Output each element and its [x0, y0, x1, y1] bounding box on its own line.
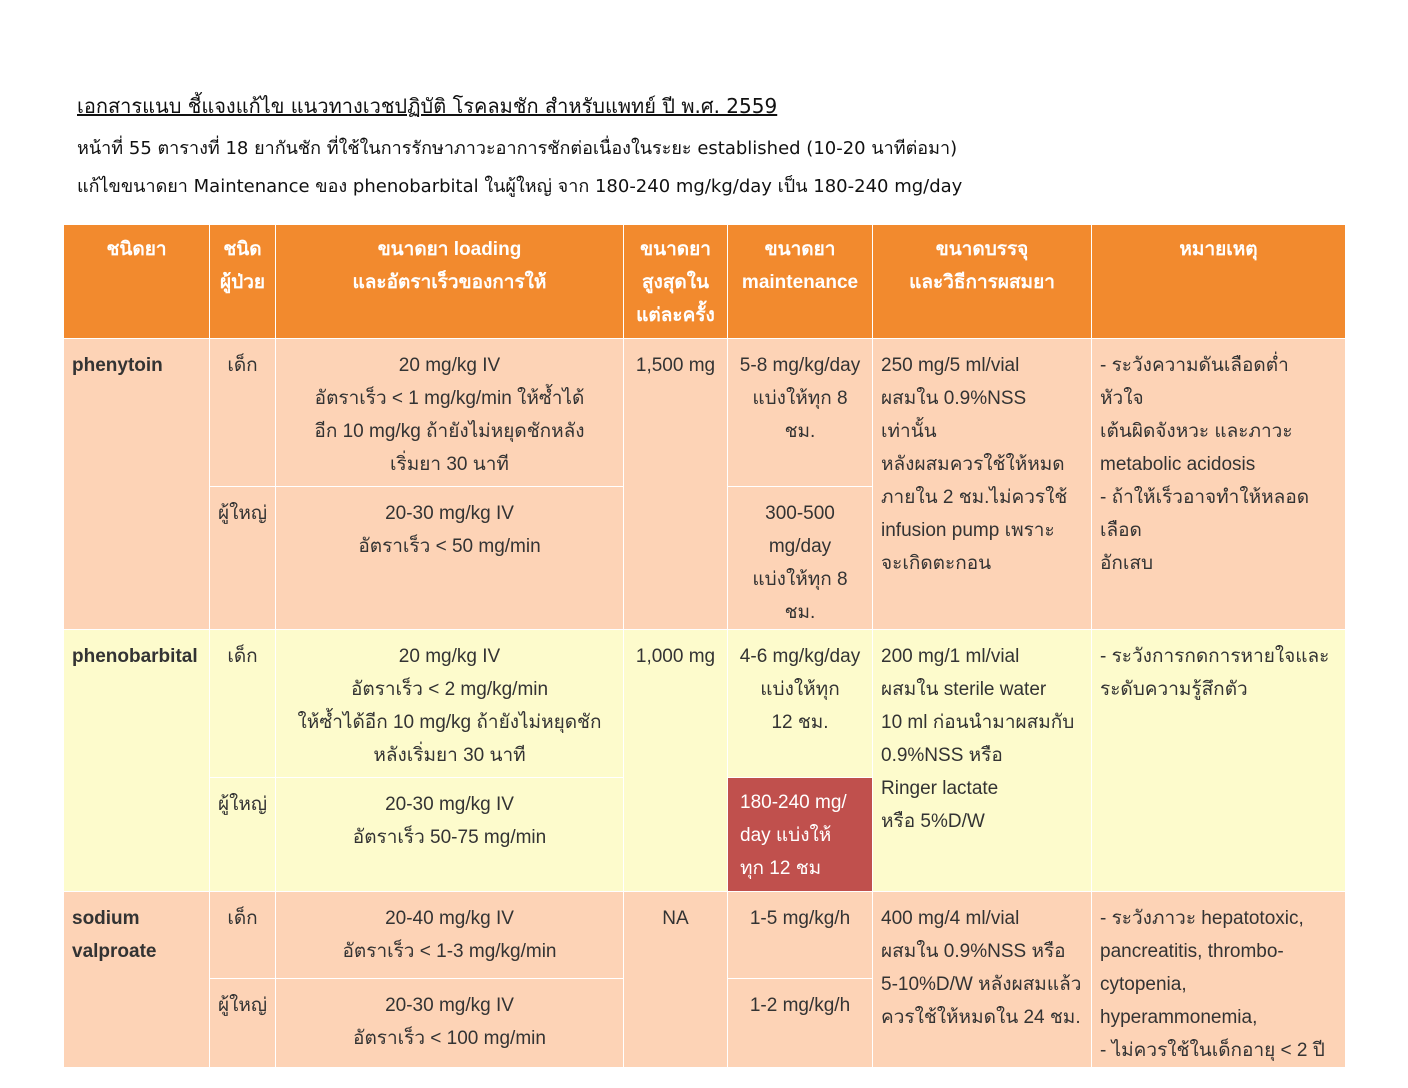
max-dose: 1,000 mg: [624, 630, 728, 892]
table-row: [64, 892, 1346, 979]
maintenance-dose: 1-5 mg/kg/h: [728, 892, 873, 979]
loading-dose: 20 mg/kg IV อัตราเร็ว < 2 mg/kg/min ให้ซ้ำได้อีก 10 mg/kg ถ้ายังไม่หยุดชัก หลังเริ่มยา 30 นาที: [276, 630, 624, 778]
patient-type: เด็ก: [210, 339, 276, 487]
document-correction: แก้ไขขนาดยา Maintenance ของ phenobarbital ในผู้ใหญ่ จาก 180-240 mg/kg/day เป็น 180-240 mg/day: [77, 176, 963, 197]
patient-type: ผู้ใหญ่: [210, 487, 276, 630]
col-header-notes: หมายเหตุ: [1092, 225, 1346, 339]
col-header-max-dose: ขนาดยา สูงสุดใน แต่ละครั้ง: [624, 225, 728, 339]
document-title: เอกสารแนบ ชี้แจงแก้ไข แนวทางเวชปฏิบัติ โรคลมชัก สำหรับแพทย์ ปี พ.ศ. 2559: [77, 94, 778, 118]
col-header-drug: ชนิดยา: [64, 225, 210, 339]
col-header-loading: ขนาดยา loading และอัตราเร็วของการให้: [276, 225, 624, 339]
drug-name: sodium valproate: [64, 892, 210, 1068]
notes: - ระวังความดันเลือดต่ำ หัวใจ เต้นผิดจังหวะ และภาวะ metabolic acidosis - ถ้าให้เร็วอาจทำให้หลอดเลือด อักเสบ: [1092, 339, 1346, 630]
patient-type: ผู้ใหญ่: [210, 979, 276, 1068]
document-reference: หน้าที่ 55 ตารางที่ 18 ยากันชัก ที่ใช้ในการรักษาภาวะอาการชักต่อเนื่องในระยะ established (10-20 นาทีต่อมา): [77, 138, 958, 159]
loading-dose: 20-30 mg/kg IV อัตราเร็ว 50-75 mg/min: [276, 778, 624, 892]
maintenance-dose: 4-6 mg/kg/day แบ่งให้ทุก 12 ชม.: [728, 630, 873, 778]
max-dose: 1,500 mg: [624, 339, 728, 630]
table-row: [64, 630, 1346, 778]
table-header-row: [64, 225, 1346, 339]
package-info: 250 mg/5 ml/vial ผสมใน 0.9%NSS เท่านั้น หลังผสมควรใช้ให้หมด ภายใน 2 ชม.ไม่ควรใช้ infusion pump เพราะ จะเกิดตะกอน: [873, 339, 1092, 630]
package-info: 400 mg/4 ml/vial ผสมใน 0.9%NSS หรือ 5-10%D/W หลังผสมแล้ว ควรใช้ให้หมดใน 24 ชม.: [873, 892, 1092, 1068]
loading-dose: 20 mg/kg IV อัตราเร็ว < 1 mg/kg/min ให้ซ้ำได้ อีก 10 mg/kg ถ้ายังไม่หยุดชักหลัง เริ่มยา 30 นาที: [276, 339, 624, 487]
col-header-patient: ชนิด ผู้ป่วย: [210, 225, 276, 339]
col-header-package: ขนาดบรรจุ และวิธีการผสมยา: [873, 225, 1092, 339]
patient-type: เด็ก: [210, 630, 276, 778]
drug-name: phenytoin: [64, 339, 210, 630]
table-row: [64, 339, 1346, 487]
maintenance-dose: 300-500 mg/day แบ่งให้ทุก 8 ชม.: [728, 487, 873, 630]
max-dose: NA: [624, 892, 728, 1068]
drug-name: phenobarbital: [64, 630, 210, 892]
patient-type: เด็ก: [210, 892, 276, 979]
corrected-maintenance-dose: 180-240 mg/ day แบ่งให้ ทุก 12 ชม: [728, 778, 873, 892]
loading-dose: 20-30 mg/kg IV อัตราเร็ว < 50 mg/min: [276, 487, 624, 630]
antiseizure-drug-table: [63, 224, 1346, 1068]
package-info: 200 mg/1 ml/vial ผสมใน sterile water 10 ml ก่อนนำมาผสมกับ 0.9%NSS หรือ Ringer lactate หรือ 5%D/W: [873, 630, 1092, 892]
loading-dose: 20-30 mg/kg IV อัตราเร็ว < 100 mg/min: [276, 979, 624, 1068]
maintenance-dose: 1-2 mg/kg/h: [728, 979, 873, 1068]
maintenance-dose: 5-8 mg/kg/day แบ่งให้ทุก 8 ชม.: [728, 339, 873, 487]
loading-dose: 20-40 mg/kg IV อัตราเร็ว < 1-3 mg/kg/min: [276, 892, 624, 979]
patient-type: ผู้ใหญ่: [210, 778, 276, 892]
notes: - ระวังภาวะ hepatotoxic, pancreatitis, thrombo- cytopenia, hyperammonemia, - ไม่ควรใช้ในเด็กอายุ < 2 ปี: [1092, 892, 1346, 1068]
notes: - ระวังการกดการหายใจและ ระดับความรู้สึกตัว: [1092, 630, 1346, 892]
col-header-maintenance: ขนาดยา maintenance: [728, 225, 873, 339]
